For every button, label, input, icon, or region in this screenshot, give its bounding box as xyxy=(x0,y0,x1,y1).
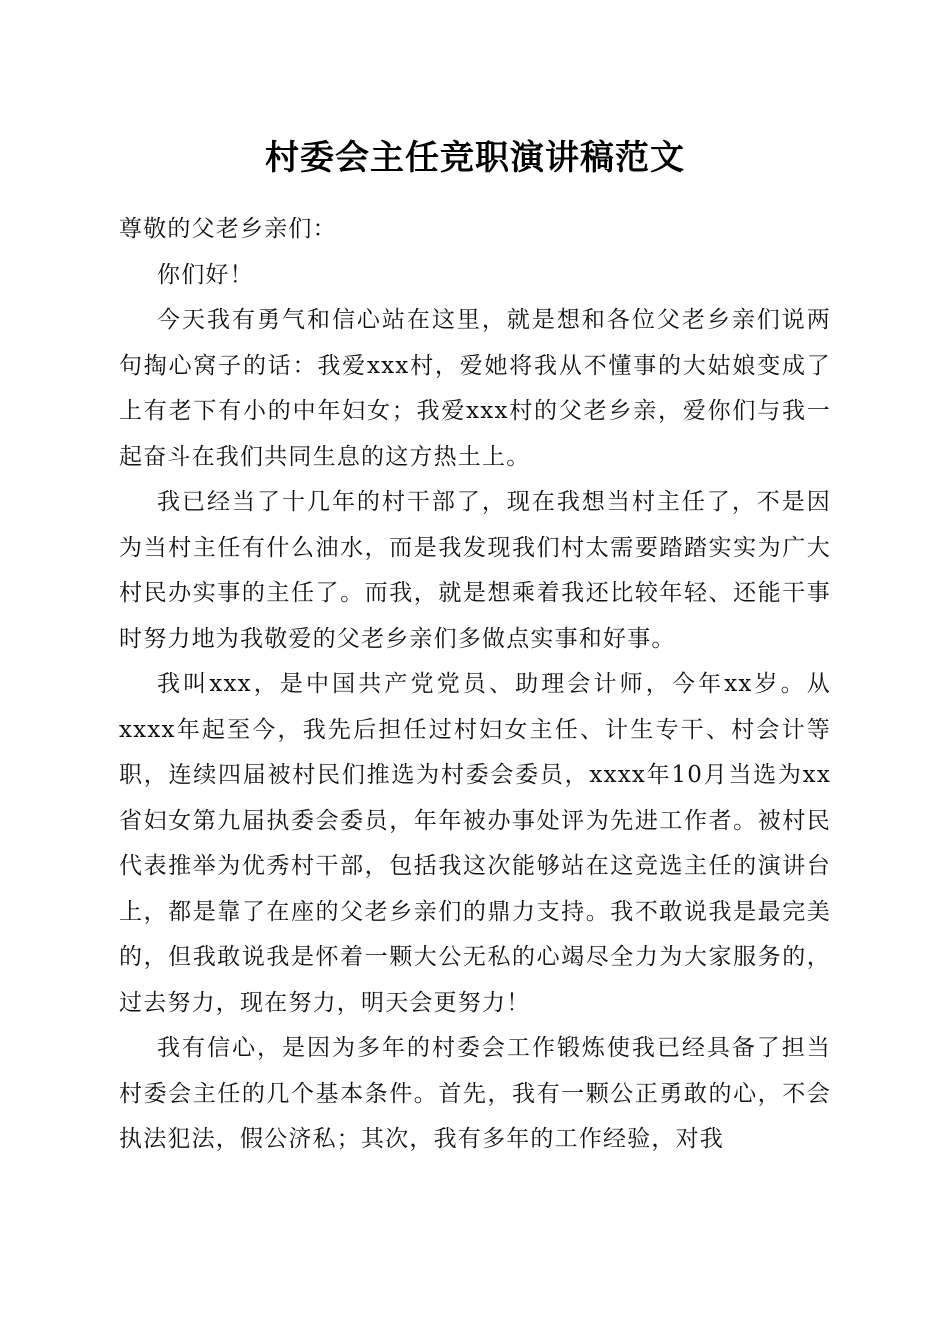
paragraph-love-village: 今天我有勇气和信心站在这里，就是想和各位父老乡亲们说两句掏心窝子的话：我爱xxx村，爱她将我从不懂事的大姑娘变成了上有老下有小的中年妇女；我爱xxx村的父老乡亲，爱你们与我一起奋斗在我们共同生息的这方热土上。 xyxy=(119,307,831,470)
paragraph-confidence: 我有信心，是因为多年的村委会工作锻炼使我已经具备了担当村委会主任的几个基本条件。首先，我有一颗公正勇敢的心，不会执法犯法，假公济私；其次，我有多年的工作经验，对我 xyxy=(119,1035,831,1152)
paragraph-greeting: 你们好！ xyxy=(157,261,254,288)
salutation: 尊敬的父老乡亲们： xyxy=(119,216,337,242)
paragraph-motivation: 我已经当了十几年的村干部了，现在我想当村主任了，不是因为当村主任有什么油水，而是我发现我们村太需要踏踏实实为广大村民办实事的主任了。而我，就是想乘着我还比较年轻、还能干事时努力地为我敬爱的父老乡亲们多做点实事和好事。 xyxy=(119,489,831,652)
document-title: 村委会主任竞职演讲稿范文 xyxy=(265,138,685,178)
paragraph-self-introduction: 我叫xxx，是中国共产党党员、助理会计师，今年xx岁。从xxxx年起至今，我先后担任过村妇女主任、计生专干、村会计等职，连续四届被村民们推选为村委会委员，xxxx年10月当选为xx省妇女第九届执委会委员，年年被办事处评为先进工作者。被村民代表推举为优秀村干部，包括我这次能够站在这竞选主任的演讲台上，都是靠了在座的父老乡亲们的鼎力支持。我不敢说我是最完美的，但我敢说我是怀着一颗大公无私的心竭尽全力为大家服务的，过去努力，现在努力，明天会更努力！ xyxy=(119,671,831,1016)
document-body xyxy=(119,207,831,1163)
